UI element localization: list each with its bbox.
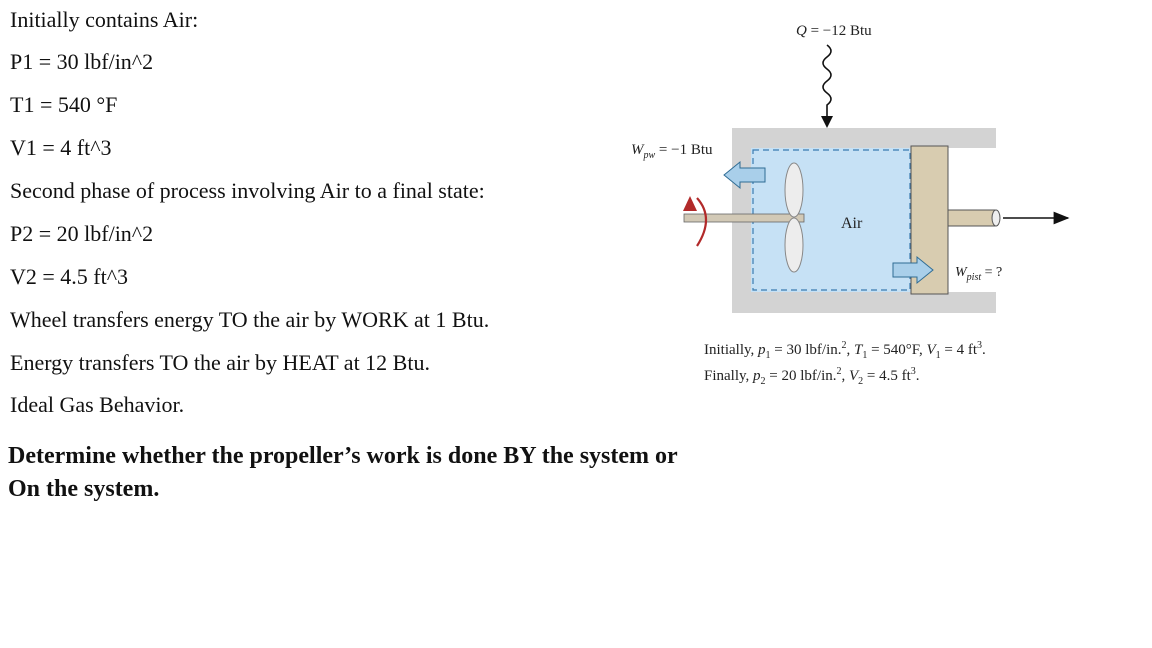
heat-label: Q = −12 Btu	[796, 23, 872, 39]
given-v2: V2 = 4.5 ft^3	[10, 264, 129, 289]
given-heading: Initially contains Air:	[10, 7, 199, 32]
given-phase-heading: Second phase of process involving Air to a final state:	[10, 178, 485, 203]
rotation-arrowhead-icon	[683, 196, 697, 211]
heat-arrowhead-icon	[821, 116, 833, 128]
heat-arrow-icon	[823, 45, 831, 118]
given-ideal-gas: Ideal Gas Behavior.	[10, 392, 185, 417]
rod-end	[992, 210, 1000, 226]
question-line-2: On the system.	[8, 476, 160, 502]
propeller-blade-bottom	[785, 218, 803, 272]
question	[8, 440, 678, 506]
given-wheel-work: Wheel transfers energy TO the air by WORK at 1 Btu.	[10, 307, 490, 332]
air-label: Air	[841, 215, 863, 232]
given-p2: P2 = 20 lbf/in^2	[10, 221, 154, 246]
given-heat: Energy transfers TO the air by HEAT at 12 Btu.	[10, 350, 430, 375]
caption-final: Finally, $p_2 = 20$ lbf/in.$^2$, $V_2 = 4.5$ $ft^3$.	[704, 366, 920, 387]
piston-rod	[948, 210, 998, 226]
given-v1: V1 = 4 ft^3	[10, 135, 112, 160]
piston-cylinder-figure	[600, 0, 1080, 330]
piston-work-label: $W_{pist}$ = ?	[955, 265, 1003, 283]
given-t1: T1 = 540 °F	[10, 92, 118, 117]
paddle-shaft	[684, 214, 804, 222]
given-p1: P1 = 30 lbf/in^2	[10, 49, 154, 74]
propeller-blade-top	[785, 163, 803, 217]
question-line-1: Determine whether the propeller’s work is done BY the system or	[8, 443, 678, 469]
paddle-work-label: $W_{pw} = -1$ Btu	[631, 142, 713, 161]
caption-initial: Initially, $p_1 = 30$ lbf/in.$^2$, $T_1 = 540^\circ F$, $V_1 = 4$ $ft^3$.	[704, 340, 986, 361]
